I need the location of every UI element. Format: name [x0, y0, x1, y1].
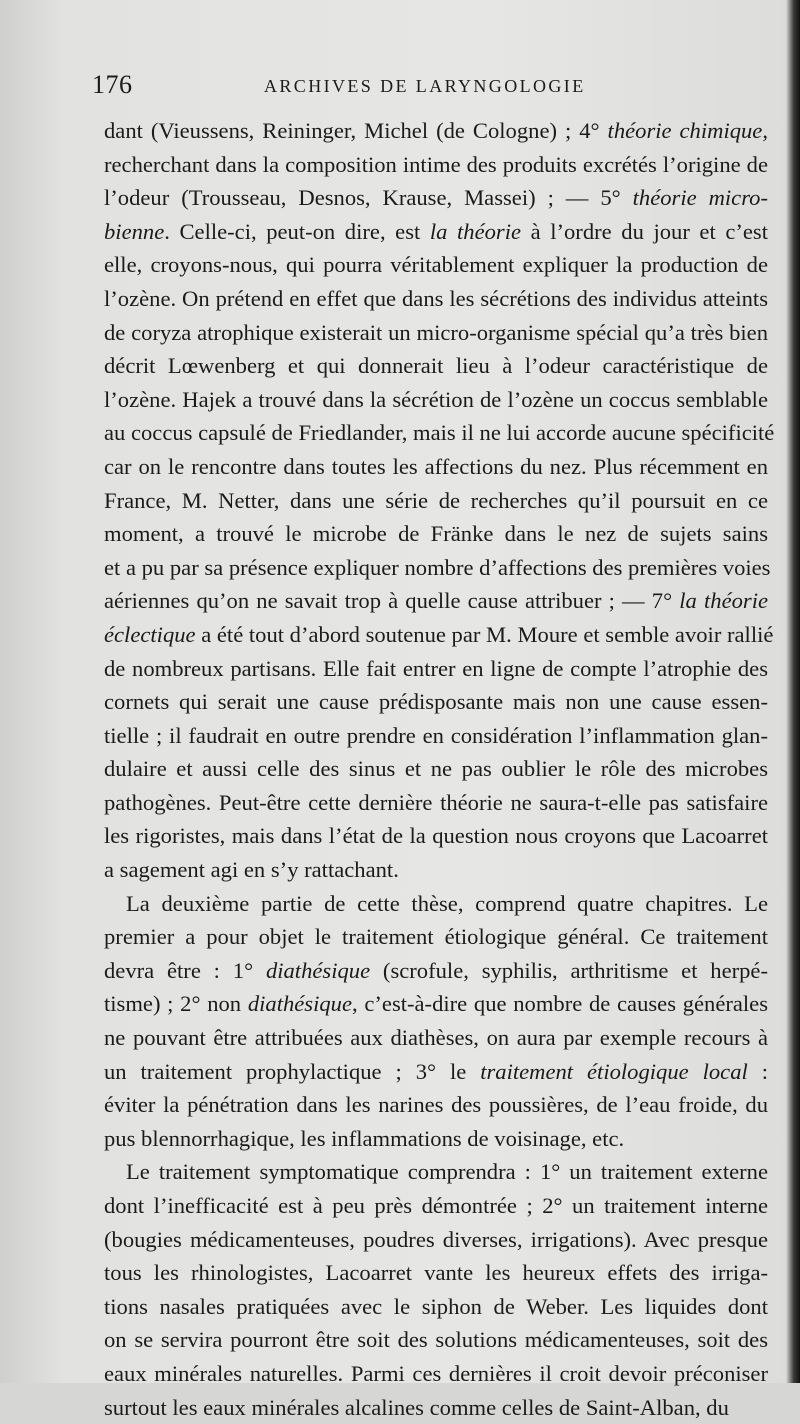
text-line: dulaire et aussi celle des sinus et ne pas oublier le rôle des microbes [104, 756, 768, 782]
text-line: moment, a trouvé le microbe de Fränke dans le nez de sujets sains [104, 521, 768, 547]
text-line: car on le rencontre dans toutes les affections du nez. Plus récemment en [104, 453, 768, 479]
text-line: et a pu par sa présence expliquer nombre d’affections des premières voies [104, 554, 771, 580]
text-line: Le traitement symptomatique comprendra : 1° un traitement externe [126, 1159, 768, 1185]
text-line: bienne. Celle-ci, peut-on dire, est la théorie à l’ordre du jour et c’est [104, 218, 768, 244]
text-line: tous les rhinologistes, Lacoarret vante les heureux effets des irriga- [104, 1260, 768, 1286]
page-number: 176 [92, 70, 133, 99]
text-line: cornets qui serait une cause prédisposante mais non une cause essen- [104, 689, 768, 715]
text-line: on se servira pourront être soit des solutions médicamenteuses, soit des [104, 1327, 768, 1353]
text-line: un traitement prophylactique ; 3° le traitement étiologique local : [104, 1058, 768, 1084]
running-title: ARCHIVES DE LARYNGOLOGIE [264, 76, 586, 96]
text-line: tielle ; il faudrait en outre prendre en considération l’inflammation glan- [104, 722, 768, 748]
text-line: premier a pour objet le traitement étiologique général. Ce traitement [104, 924, 768, 950]
text-line: décrit Lœwenberg et qui donnerait lieu à l’odeur caractéristique de [104, 353, 768, 379]
text-line: recherchant dans la composition intime des produits excrétés l’origine de [104, 151, 768, 177]
page-edge-shadow [786, 0, 800, 1383]
text-line: éclectique a été tout d’abord soutenue par M. Moure et semble avoir rallié [104, 621, 774, 647]
text-line: France, M. Netter, dans une série de recherches qu’il poursuit en ce [104, 487, 768, 513]
text-line: (bougies médicamenteuses, poudres diverses, irrigations). Avec presque [104, 1226, 768, 1252]
text-line: tions nasales pratiquées avec le siphon de Weber. Les liquides dont [104, 1293, 768, 1319]
paragraph [104, 1155, 768, 1424]
text-line: aériennes qu’on ne savait trop à quelle cause attribuer ; — 7° la théorie [104, 588, 768, 614]
text-line: dant (Vieussens, Reininger, Michel (de Cologne) ; 4° théorie chimique, [104, 118, 768, 143]
text-line: a sagement agi en s’y rattachant. [104, 857, 399, 883]
text-line: pus blennorrhagique, les inflammations de voisinage, etc. [104, 1125, 625, 1151]
text-line: l’odeur (Trousseau, Desnos, Krause, Massei) ; — 5° théorie micro- [104, 185, 768, 211]
paragraph [104, 887, 768, 1156]
text-line: tisme) ; 2° non diathésique, c’est-à-dire que nombre de causes générales [104, 991, 768, 1017]
text-line: éviter la pénétration dans les narines des poussières, de l’eau froide, du [104, 1092, 768, 1118]
body-text [104, 114, 775, 1424]
text-line: dont l’inefficacité est à peu près démontrée ; 2° un traitement interne [104, 1193, 768, 1218]
text-line: de nombreux partisans. Elle fait entrer en ligne de compte l’atrophie des [104, 655, 768, 681]
text-line: l’ozène. Hajek a trouvé dans la sécrétion de l’ozène un coccus semblable [104, 386, 768, 412]
text-line: l’ozène. On prétend en effet que dans les sécrétions des individus atteints [104, 285, 768, 311]
text-line: surtout les eaux minérales alcalines comme celles de Saint-Alban, du [104, 1394, 729, 1420]
text-line: eaux minérales naturelles. Parmi ces dernières il croit devoir préconiser [104, 1360, 768, 1386]
text-line: les rigoristes, mais dans l’état de la question nous croyons que Lacoarret [104, 823, 768, 849]
text-line: La deuxième partie de cette thèse, comprend quatre chapitres. Le [126, 890, 768, 916]
page-header [92, 70, 772, 104]
text-line: de coryza atrophique existerait un micro-organisme spécial qu’a très bien [104, 319, 768, 345]
text-line: au coccus capsulé de Friedlander, mais il ne lui accorde aucune spécificité [104, 420, 775, 446]
text-line: elle, croyons-nous, qui pourra véritablement expliquer la production de [104, 252, 768, 278]
text-line: pathogènes. Peut-être cette dernière théorie ne saura-t-elle pas satisfaire [104, 789, 768, 815]
text-line: ne pouvant être attribuées aux diathèses, on aura par exemple recours à [104, 1025, 768, 1051]
text-line: devra être : 1° diathésique (scrofule, syphilis, arthritisme et herpé- [104, 957, 768, 983]
paragraph [104, 114, 775, 887]
